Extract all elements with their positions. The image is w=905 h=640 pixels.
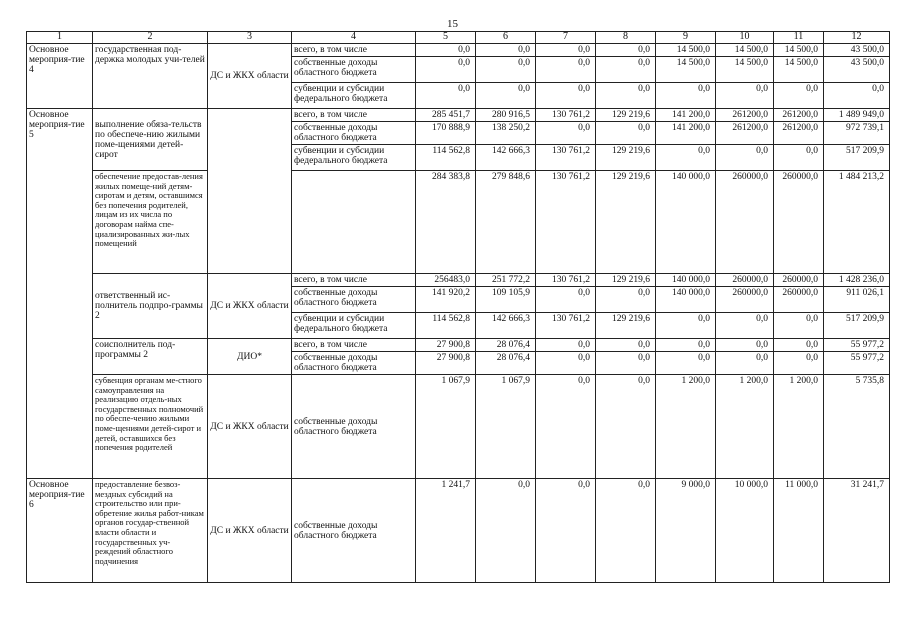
value-cell: 1 200,0 (716, 375, 774, 479)
value-cell: 261200,0 (716, 122, 774, 145)
value-cell: 31 241,7 (824, 479, 890, 583)
value-cell: 129 219,6 (596, 145, 656, 171)
value-cell: 55 977,2 (824, 339, 890, 352)
value-cell: 0,0 (596, 287, 656, 313)
funding-source: субвенции и субсидии федерального бюджета (292, 83, 416, 109)
value-cell: 261200,0 (716, 109, 774, 122)
value-cell: 170 888,9 (416, 122, 476, 145)
value-cell: 0,0 (416, 83, 476, 109)
value-cell: 0,0 (716, 83, 774, 109)
value-cell: 109 105,9 (476, 287, 536, 313)
activity-description: обеспечение предостав-ления жилых помеще-ний детям-сиротам и детям, оставшимся без попечения родителей, лицам из их числа по договорам найма спе-циализированных жи-лых помещений (93, 171, 208, 274)
value-cell: 0,0 (596, 122, 656, 145)
value-cell: 0,0 (536, 57, 596, 83)
value-cell: 0,0 (536, 479, 596, 583)
value-cell: 0,0 (476, 479, 536, 583)
value-cell: 0,0 (596, 44, 656, 57)
funding-source: субвенции и субсидии федерального бюджета (292, 145, 416, 171)
value-cell: 261200,0 (774, 122, 824, 145)
value-cell: 140 000,0 (656, 274, 716, 287)
responsible-executor: ДС и ЖКХ области (208, 479, 292, 583)
value-cell: 10 000,0 (716, 479, 774, 583)
header-cell: 9 (656, 32, 716, 44)
value-cell: 1 067,9 (476, 375, 536, 479)
responsible-executor: ДИО* (208, 339, 292, 375)
value-cell: 517 209,9 (824, 145, 890, 171)
value-cell: 1 484 213,2 (824, 171, 890, 274)
value-cell: 260000,0 (774, 274, 824, 287)
activity-description: предоставление безвоз-мездных субсидий на строительство или при-обретение жилья работ-никам органов государ-ственной власти области и государственных уч-реждений областного подчинения (93, 479, 208, 583)
value-cell: 28 076,4 (476, 352, 536, 375)
value-cell: 0,0 (596, 339, 656, 352)
value-cell: 129 219,6 (596, 171, 656, 274)
value-cell: 0,0 (774, 313, 824, 339)
header-cell: 7 (536, 32, 596, 44)
value-cell: 260000,0 (716, 274, 774, 287)
value-cell: 0,0 (416, 44, 476, 57)
value-cell: 0,0 (596, 57, 656, 83)
value-cell: 14 500,0 (716, 57, 774, 83)
header-cell: 12 (824, 32, 890, 44)
responsible-executor: ДС и ЖКХ области (208, 375, 292, 479)
funding-source: всего, в том числе (292, 44, 416, 57)
activity-description: соисполнитель под-программы 2 (93, 339, 208, 375)
header-cell: 4 (292, 32, 416, 44)
value-cell: 138 250,2 (476, 122, 536, 145)
value-cell: 911 026,1 (824, 287, 890, 313)
value-cell: 0,0 (596, 479, 656, 583)
funding-source: собственные доходы областного бюджета (292, 287, 416, 313)
activity-name: Основное мероприя-тие 6 (27, 479, 93, 583)
value-cell: 141 920,2 (416, 287, 476, 313)
value-cell: 0,0 (536, 83, 596, 109)
value-cell: 0,0 (476, 57, 536, 83)
header-cell: 2 (93, 32, 208, 44)
funding-source: собственные доходы областного бюджета (292, 479, 416, 583)
value-cell: 260000,0 (774, 171, 824, 274)
activity-description: государственная под-держка молодых учи-телей (93, 44, 208, 109)
value-cell: 28 076,4 (476, 339, 536, 352)
value-cell: 130 761,2 (536, 274, 596, 287)
activity-description: субвенция органам ме-стного самоуправления на реализацию отдель-ных государственных полномочий по обеспе-чению жилыми поме-щениями детей-сирот и детей, оставшихся без попечения родителей (93, 375, 208, 479)
value-cell: 251 772,2 (476, 274, 536, 287)
responsible-executor: ДС и ЖКХ области (208, 274, 292, 339)
funding-source: собственные доходы областного бюджета (292, 352, 416, 375)
value-cell: 14 500,0 (774, 44, 824, 57)
value-cell: 14 500,0 (656, 44, 716, 57)
value-cell: 260000,0 (716, 287, 774, 313)
table-row (27, 339, 890, 352)
value-cell: 0,0 (596, 375, 656, 479)
value-cell: 129 219,6 (596, 313, 656, 339)
activity-description: выполнение обяза-тельств по обеспече-нию жилыми поме-щениями детей-сирот (93, 109, 208, 171)
value-cell: 0,0 (656, 352, 716, 375)
header-cell: 11 (774, 32, 824, 44)
value-cell: 0,0 (536, 352, 596, 375)
funding-source: всего, в том числе (292, 109, 416, 122)
activity-description: ответственный ис-полнитель подпро-граммы 2 (93, 274, 208, 339)
funding-source: собственные доходы областного бюджета (292, 122, 416, 145)
value-cell: 5 735,8 (824, 375, 890, 479)
value-cell: 256483,0 (416, 274, 476, 287)
value-cell: 1 200,0 (656, 375, 716, 479)
value-cell: 140 000,0 (656, 287, 716, 313)
table-row (27, 44, 890, 57)
value-cell: 27 900,8 (416, 352, 476, 375)
value-cell: 129 219,6 (596, 274, 656, 287)
table-row (27, 479, 890, 583)
value-cell: 27 900,8 (416, 339, 476, 352)
value-cell: 0,0 (536, 339, 596, 352)
value-cell: 114 562,8 (416, 145, 476, 171)
value-cell: 0,0 (536, 122, 596, 145)
value-cell: 517 209,9 (824, 313, 890, 339)
value-cell: 142 666,3 (476, 313, 536, 339)
value-cell: 0,0 (596, 83, 656, 109)
value-cell: 285 451,7 (416, 109, 476, 122)
value-cell: 142 666,3 (476, 145, 536, 171)
funding-source: всего, в том числе (292, 339, 416, 352)
funding-source: собственные доходы областного бюджета (292, 375, 416, 479)
value-cell: 260000,0 (716, 171, 774, 274)
value-cell: 0,0 (774, 145, 824, 171)
header-cell: 6 (476, 32, 536, 44)
budget-table (26, 31, 890, 583)
header-cell: 5 (416, 32, 476, 44)
value-cell: 14 500,0 (774, 57, 824, 83)
value-cell: 1 489 949,0 (824, 109, 890, 122)
value-cell: 284 383,8 (416, 171, 476, 274)
value-cell: 43 500,0 (824, 44, 890, 57)
value-cell: 261200,0 (774, 109, 824, 122)
responsible-executor: ДС и ЖКХ области (208, 44, 292, 109)
header-cell: 1 (27, 32, 93, 44)
responsible-executor (208, 109, 292, 274)
value-cell: 0,0 (596, 352, 656, 375)
value-cell: 1 428 236,0 (824, 274, 890, 287)
value-cell: 1 067,9 (416, 375, 476, 479)
value-cell: 0,0 (716, 313, 774, 339)
value-cell: 14 500,0 (716, 44, 774, 57)
value-cell: 0,0 (716, 145, 774, 171)
value-cell: 141 200,0 (656, 122, 716, 145)
funding-source: субвенции и субсидии федерального бюджета (292, 313, 416, 339)
value-cell: 130 761,2 (536, 145, 596, 171)
table-row (27, 274, 890, 287)
value-cell: 280 916,5 (476, 109, 536, 122)
value-cell: 0,0 (656, 313, 716, 339)
value-cell: 14 500,0 (656, 57, 716, 83)
page-number: 15 (447, 18, 458, 30)
value-cell: 130 761,2 (536, 313, 596, 339)
value-cell: 0,0 (716, 352, 774, 375)
value-cell: 0,0 (536, 375, 596, 479)
value-cell: 129 219,6 (596, 109, 656, 122)
header-cell: 10 (716, 32, 774, 44)
value-cell: 0,0 (416, 57, 476, 83)
value-cell: 114 562,8 (416, 313, 476, 339)
value-cell: 1 241,7 (416, 479, 476, 583)
value-cell: 0,0 (716, 339, 774, 352)
table-row (27, 375, 890, 479)
value-cell: 0,0 (656, 145, 716, 171)
value-cell: 260000,0 (774, 287, 824, 313)
value-cell: 972 739,1 (824, 122, 890, 145)
table-row (27, 109, 890, 122)
value-cell: 0,0 (824, 83, 890, 109)
value-cell: 0,0 (656, 339, 716, 352)
value-cell: 0,0 (774, 352, 824, 375)
value-cell: 140 000,0 (656, 171, 716, 274)
value-cell: 0,0 (774, 83, 824, 109)
table-row (27, 171, 890, 274)
value-cell: 0,0 (476, 44, 536, 57)
value-cell: 279 848,6 (476, 171, 536, 274)
funding-source (292, 171, 416, 274)
header-row (27, 32, 890, 44)
value-cell: 1 200,0 (774, 375, 824, 479)
activity-name: Основное мероприя-тие 4 (27, 44, 93, 109)
value-cell: 43 500,0 (824, 57, 890, 83)
value-cell: 9 000,0 (656, 479, 716, 583)
value-cell: 0,0 (774, 339, 824, 352)
value-cell: 130 761,2 (536, 109, 596, 122)
funding-source: всего, в том числе (292, 274, 416, 287)
header-cell: 8 (596, 32, 656, 44)
activity-name: Основное мероприя-тие 5 (27, 109, 93, 479)
value-cell: 0,0 (476, 83, 536, 109)
header-cell: 3 (208, 32, 292, 44)
value-cell: 0,0 (656, 83, 716, 109)
value-cell: 0,0 (536, 44, 596, 57)
value-cell: 130 761,2 (536, 171, 596, 274)
funding-source: собственные доходы областного бюджета (292, 57, 416, 83)
value-cell: 11 000,0 (774, 479, 824, 583)
value-cell: 141 200,0 (656, 109, 716, 122)
value-cell: 0,0 (536, 287, 596, 313)
value-cell: 55 977,2 (824, 352, 890, 375)
